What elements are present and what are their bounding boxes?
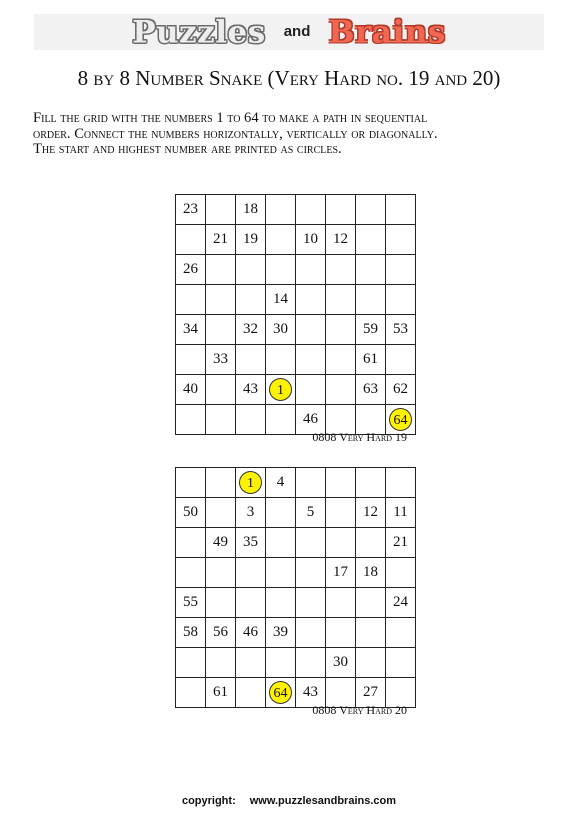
grid-cell[interactable]: 32 bbox=[236, 315, 266, 345]
grid-cell[interactable] bbox=[236, 255, 266, 285]
grid-cell[interactable]: 63 bbox=[356, 375, 386, 405]
grid-cell[interactable] bbox=[356, 255, 386, 285]
grid-cell[interactable] bbox=[296, 648, 326, 678]
grid-cell[interactable] bbox=[236, 588, 266, 618]
grid-cell[interactable]: 27 bbox=[356, 678, 386, 708]
circled-number: 1 bbox=[239, 471, 262, 494]
grid-cell[interactable] bbox=[386, 558, 416, 588]
grid-cell[interactable]: 21 bbox=[206, 225, 236, 255]
grid-cell[interactable]: 12 bbox=[356, 498, 386, 528]
puzzle-caption-19: 0808 Very Hard 19 bbox=[312, 430, 407, 444]
grid-cell[interactable]: 18 bbox=[356, 558, 386, 588]
grid-cell[interactable] bbox=[266, 558, 296, 588]
circled-number: 64 bbox=[389, 408, 412, 431]
grid-row bbox=[176, 375, 416, 405]
grid-cell[interactable]: 5 bbox=[296, 498, 326, 528]
instructions bbox=[33, 111, 553, 158]
grid-cell[interactable] bbox=[326, 498, 356, 528]
grid-cell[interactable] bbox=[266, 255, 296, 285]
grid-cell[interactable] bbox=[266, 528, 296, 558]
grid-cell[interactable] bbox=[206, 375, 236, 405]
grid-cell[interactable]: 11 bbox=[386, 498, 416, 528]
grid-cell[interactable] bbox=[326, 528, 356, 558]
grid-cell[interactable]: 59 bbox=[356, 315, 386, 345]
grid-cell[interactable] bbox=[326, 468, 356, 498]
grid-cell[interactable] bbox=[266, 648, 296, 678]
logo-word-and: and bbox=[283, 23, 311, 41]
grid-cell[interactable]: 43 bbox=[296, 678, 326, 708]
website-link[interactable]: www.puzzlesandbrains.com bbox=[249, 795, 397, 807]
grid-cell[interactable]: 56 bbox=[206, 618, 236, 648]
grid-row bbox=[176, 618, 416, 648]
grid-cell[interactable]: 26 bbox=[176, 255, 206, 285]
grid-cell[interactable] bbox=[386, 345, 416, 375]
grid-cell[interactable] bbox=[326, 345, 356, 375]
grid-cell[interactable] bbox=[266, 345, 296, 375]
grid-cell[interactable] bbox=[296, 375, 326, 405]
grid-cell[interactable]: 58 bbox=[176, 618, 206, 648]
grid-row bbox=[176, 195, 416, 225]
grid-cell[interactable]: 14 bbox=[266, 285, 296, 315]
grid-cell[interactable] bbox=[266, 375, 296, 405]
grid-cell[interactable] bbox=[206, 648, 236, 678]
grid-cell[interactable]: 43 bbox=[236, 375, 266, 405]
grid-cell[interactable]: 53 bbox=[386, 315, 416, 345]
grid-cell[interactable] bbox=[206, 195, 236, 225]
grid-row bbox=[176, 315, 416, 345]
grid-cell[interactable] bbox=[206, 285, 236, 315]
page-title: 8 by 8 Number Snake (Very Hard no. 19 and 20) bbox=[77, 66, 501, 90]
circled-number: 64 bbox=[269, 681, 292, 704]
grid-cell[interactable] bbox=[326, 285, 356, 315]
grid-cell[interactable] bbox=[296, 618, 326, 648]
grid-cell[interactable] bbox=[356, 648, 386, 678]
grid-cell[interactable] bbox=[386, 225, 416, 255]
grid-cell[interactable] bbox=[176, 225, 206, 255]
grid-cell[interactable] bbox=[356, 618, 386, 648]
grid-cell[interactable] bbox=[296, 588, 326, 618]
grid-cell[interactable]: 12 bbox=[326, 225, 356, 255]
grid-cell[interactable]: 21 bbox=[386, 528, 416, 558]
grid-cell[interactable]: 24 bbox=[386, 588, 416, 618]
grid-cell[interactable] bbox=[296, 285, 326, 315]
grid-cell[interactable] bbox=[296, 345, 326, 375]
grid-cell[interactable] bbox=[296, 315, 326, 345]
grid-cell[interactable]: 50 bbox=[176, 498, 206, 528]
grid-cell[interactable] bbox=[356, 528, 386, 558]
grid-cell[interactable] bbox=[386, 195, 416, 225]
grid-cell[interactable] bbox=[356, 588, 386, 618]
grid-cell[interactable] bbox=[296, 528, 326, 558]
grid-cell[interactable] bbox=[326, 588, 356, 618]
grid-row bbox=[176, 345, 416, 375]
grid-cell[interactable] bbox=[236, 468, 266, 498]
grid-cell[interactable]: 61 bbox=[356, 345, 386, 375]
logo-word-brains: Brains bbox=[328, 14, 446, 51]
grid-cell[interactable]: 4 bbox=[266, 468, 296, 498]
puzzle-grid-19 bbox=[175, 194, 416, 435]
grid-cell[interactable] bbox=[386, 255, 416, 285]
grid-cell[interactable] bbox=[176, 285, 206, 315]
grid-cell[interactable] bbox=[356, 468, 386, 498]
grid-cell[interactable]: 3 bbox=[236, 498, 266, 528]
grid-cell[interactable] bbox=[266, 498, 296, 528]
grid-cell[interactable] bbox=[386, 285, 416, 315]
grid-cell[interactable] bbox=[326, 315, 356, 345]
grid-cell[interactable]: 33 bbox=[206, 345, 236, 375]
grid-cell[interactable]: 35 bbox=[236, 528, 266, 558]
circled-number: 1 bbox=[269, 378, 292, 401]
grid-cell[interactable] bbox=[176, 528, 206, 558]
grid-cell[interactable] bbox=[296, 558, 326, 588]
grid-cell[interactable] bbox=[326, 255, 356, 285]
grid-cell[interactable] bbox=[266, 588, 296, 618]
grid-cell[interactable]: 19 bbox=[236, 225, 266, 255]
grid-cell[interactable] bbox=[236, 558, 266, 588]
grid-cell[interactable] bbox=[176, 468, 206, 498]
grid-cell[interactable]: 39 bbox=[266, 618, 296, 648]
grid-cell[interactable] bbox=[236, 648, 266, 678]
puzzle-grid-20 bbox=[175, 467, 416, 708]
grid-cell[interactable] bbox=[386, 618, 416, 648]
grid-row bbox=[176, 498, 416, 528]
grid-cell[interactable] bbox=[386, 468, 416, 498]
instruction-line: Fill the grid with the numbers 1 to 64 to make a path in sequential bbox=[33, 110, 428, 126]
copyright-label: copyright: bbox=[181, 795, 236, 807]
grid-cell[interactable]: 10 bbox=[296, 225, 326, 255]
grid-cell[interactable]: 46 bbox=[296, 405, 326, 435]
grid-cell[interactable]: 49 bbox=[206, 528, 236, 558]
grid-row bbox=[176, 588, 416, 618]
grid-cell[interactable] bbox=[236, 285, 266, 315]
grid-cell[interactable] bbox=[206, 315, 236, 345]
grid-cell[interactable]: 17 bbox=[326, 558, 356, 588]
grid-cell[interactable] bbox=[386, 648, 416, 678]
grid-cell[interactable] bbox=[176, 345, 206, 375]
grid-cell[interactable] bbox=[296, 468, 326, 498]
grid-row bbox=[176, 468, 416, 498]
grid-cell[interactable] bbox=[326, 195, 356, 225]
grid-cell[interactable] bbox=[176, 558, 206, 588]
grid-cell[interactable] bbox=[326, 618, 356, 648]
grid-cell[interactable] bbox=[296, 195, 326, 225]
grid-cell[interactable]: 46 bbox=[236, 618, 266, 648]
grid-cell[interactable]: 30 bbox=[326, 648, 356, 678]
grid-cell[interactable] bbox=[356, 195, 386, 225]
grid-cell[interactable] bbox=[326, 375, 356, 405]
grid-row bbox=[176, 648, 416, 678]
grid-cell[interactable] bbox=[356, 285, 386, 315]
grid-cell[interactable]: 61 bbox=[206, 678, 236, 708]
site-logo bbox=[0, 12, 578, 52]
grid-cell[interactable] bbox=[266, 225, 296, 255]
instruction-line: order. Connect the numbers horizontally, vertically or diagonally. bbox=[33, 125, 438, 142]
grid-cell[interactable]: 34 bbox=[176, 315, 206, 345]
grid-cell[interactable] bbox=[356, 225, 386, 255]
grid-cell[interactable]: 30 bbox=[266, 315, 296, 345]
grid-cell[interactable] bbox=[206, 588, 236, 618]
grid-cell[interactable]: 23 bbox=[176, 195, 206, 225]
grid-cell[interactable] bbox=[266, 195, 296, 225]
grid-row bbox=[176, 528, 416, 558]
grid-row bbox=[176, 285, 416, 315]
grid-row bbox=[176, 558, 416, 588]
grid-cell[interactable]: 55 bbox=[176, 588, 206, 618]
grid-cell[interactable] bbox=[206, 468, 236, 498]
grid-row bbox=[176, 225, 416, 255]
grid-cell[interactable] bbox=[206, 498, 236, 528]
grid-cell[interactable] bbox=[236, 345, 266, 375]
grid-cell[interactable]: 18 bbox=[236, 195, 266, 225]
grid-row bbox=[176, 255, 416, 285]
logo-word-puzzles: Puzzles bbox=[132, 14, 266, 51]
instruction-line: The start and highest number are printed as circles. bbox=[33, 141, 342, 157]
grid-cell[interactable] bbox=[176, 648, 206, 678]
grid-cell[interactable]: 40 bbox=[176, 375, 206, 405]
grid-cell[interactable] bbox=[206, 558, 236, 588]
grid-cell[interactable] bbox=[296, 255, 326, 285]
grid-cell[interactable] bbox=[206, 255, 236, 285]
footer-copyright bbox=[0, 795, 578, 807]
grid-cell[interactable]: 62 bbox=[386, 375, 416, 405]
puzzle-caption-20: 0808 Very Hard 20 bbox=[312, 703, 407, 717]
